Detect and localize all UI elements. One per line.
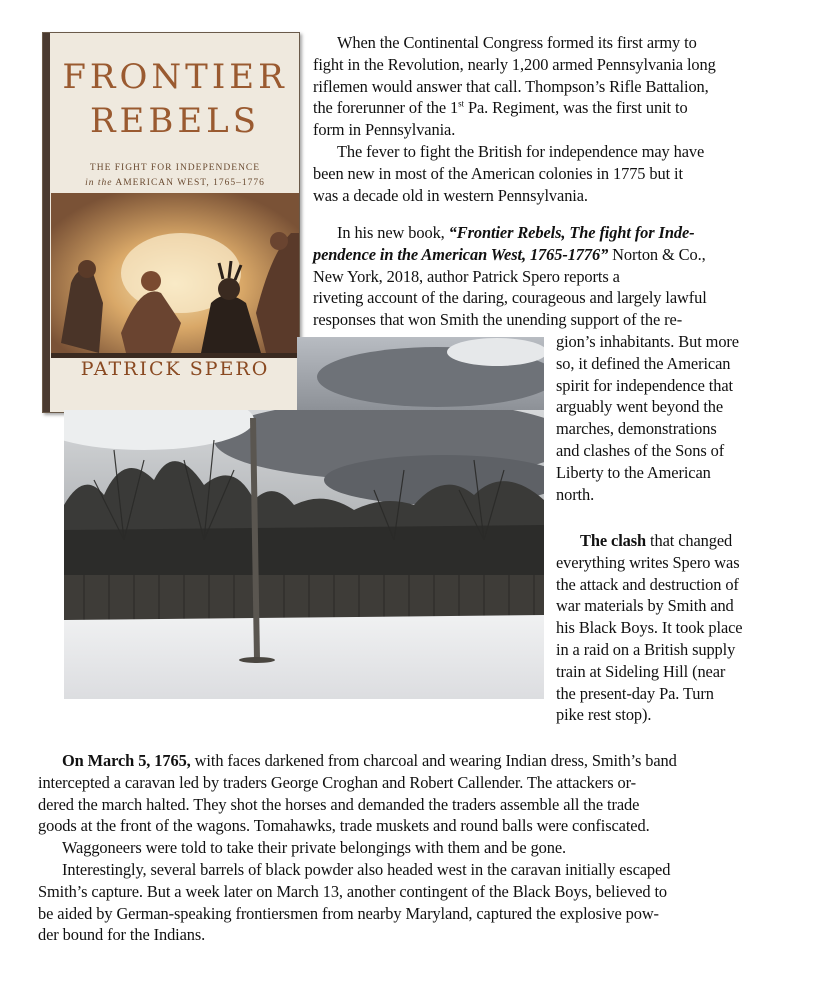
text-line: his Black Boys. It took place [556,618,743,638]
text-line: fight in the Revolution, nearly 1,200 armed Pennsylvania long [313,54,716,74]
text-line: north. [556,484,595,504]
text-line: riflemen would answer that call. Thompson’s Rifle Battalion, [313,76,709,96]
cover-author: PATRICK SPERO [80,358,270,380]
text-line: was a decade old in western Pennsylvania. [313,185,588,205]
text-line: be aided by German-speaking frontiersmen from nearby Maryland, captured the explosive pow- [38,903,659,923]
text-line: form in Pennsylvania. [313,120,456,140]
text-line: dered the march halted. They shot the horses and demanded the traders assemble all the trade [38,794,640,814]
cover-subtitle [53,161,297,191]
text-line: the attack and destruction of [556,574,739,594]
book-review-text [313,222,788,331]
text-line: so, it defined the American [556,353,731,373]
text-line: been new in most of the American colonies in 1775 but it [313,163,683,183]
text-line: in a raid on a British supply [556,639,736,659]
text-fragment: the forerunner of the 1 [313,98,459,118]
text-line: everything writes Spero was [556,552,740,572]
text-fragment: that changed [646,531,733,550]
text-line [38,750,788,772]
superscript: st [458,98,464,109]
cover-subtitle-prefix: in the [85,178,113,188]
cover-title-line: FRONTIER [62,57,288,97]
text-line: the present-day Pa. Turn [556,683,714,703]
text-line: train at Sideling Hill (near [556,661,726,681]
book-spine-edge [43,33,50,412]
cover-subtitle-line: THE FIGHT FOR INDEPENDENCE [89,163,261,173]
side-text [556,331,796,505]
text-line [313,97,783,119]
text-line: riveting account of the daring, courageous and largely lawful [313,288,707,308]
text-line: When the Continental Congress formed its first army to [337,33,697,52]
cover-painting [51,193,299,358]
text-line: intercepted a caravan led by traders George Croghan and Robert Callender. The attackers or- [38,772,636,792]
text-line: marches, demonstrations [556,419,717,439]
text-line: pike rest stop). [556,705,652,725]
lead-phrase: The clash [580,531,647,550]
text-line: gion’s inhabitants. But more [556,332,739,351]
text-line: The fever to fight the British for independence may have [337,141,705,161]
text-line: Liberty to the American [556,462,711,482]
text-line: goods at the front of the wagons. Tomahawks, trade muskets and round balls were confiscated. [38,816,650,836]
cover-subtitle-rest: AMERICAN WEST, 1765–1776 [115,178,265,188]
text-line: Smith’s capture. But a week later on March 13, another contingent of the Black Boys, believed to [38,881,668,901]
text-line: arguably went beyond the [556,397,724,417]
bottom-text [38,750,788,946]
clash-text [556,530,796,726]
text-line [556,530,796,552]
photo-sky-extension [297,337,544,412]
text-line: der bound for the Indians. [38,925,206,945]
text-line: and clashes of the Sons of [556,440,725,460]
text-fragment: Pa. Regiment, was the first unit to [463,98,688,118]
text-line [313,222,788,244]
text-line: Waggoneers were told to take their private belongings with them and be gone. [62,838,567,858]
intro-text [313,32,783,206]
book-cover-image [42,32,300,413]
cover-subtitle-line [53,176,297,191]
lead-phrase: On March 5, 1765, [62,751,191,770]
text-line: war materials by Smith and [556,596,734,616]
text-line: spirit for independence that [556,375,733,395]
cover-title [53,55,297,143]
book-title: “Frontier Rebels, The fight for Inde- [448,223,695,242]
book-title: pendence in the American West, 1765-1776” [313,244,609,264]
text-line: Interestingly, several barrels of black powder also headed west in the caravan initially escaped [62,859,671,879]
text-fragment: Norton & Co., [608,244,706,264]
cover-title-line: REBELS [89,101,261,141]
text-fragment: with faces darkened from charcoal and wearing Indian dress, Smith’s band [190,751,677,770]
text-fragment: In his new book, [337,223,449,242]
text-line: responses that won Smith the unending support of the re- [313,310,683,330]
landscape-photo [64,410,544,699]
text-line [313,244,788,266]
text-line: New York, 2018, author Patrick Spero reports a [313,266,620,286]
